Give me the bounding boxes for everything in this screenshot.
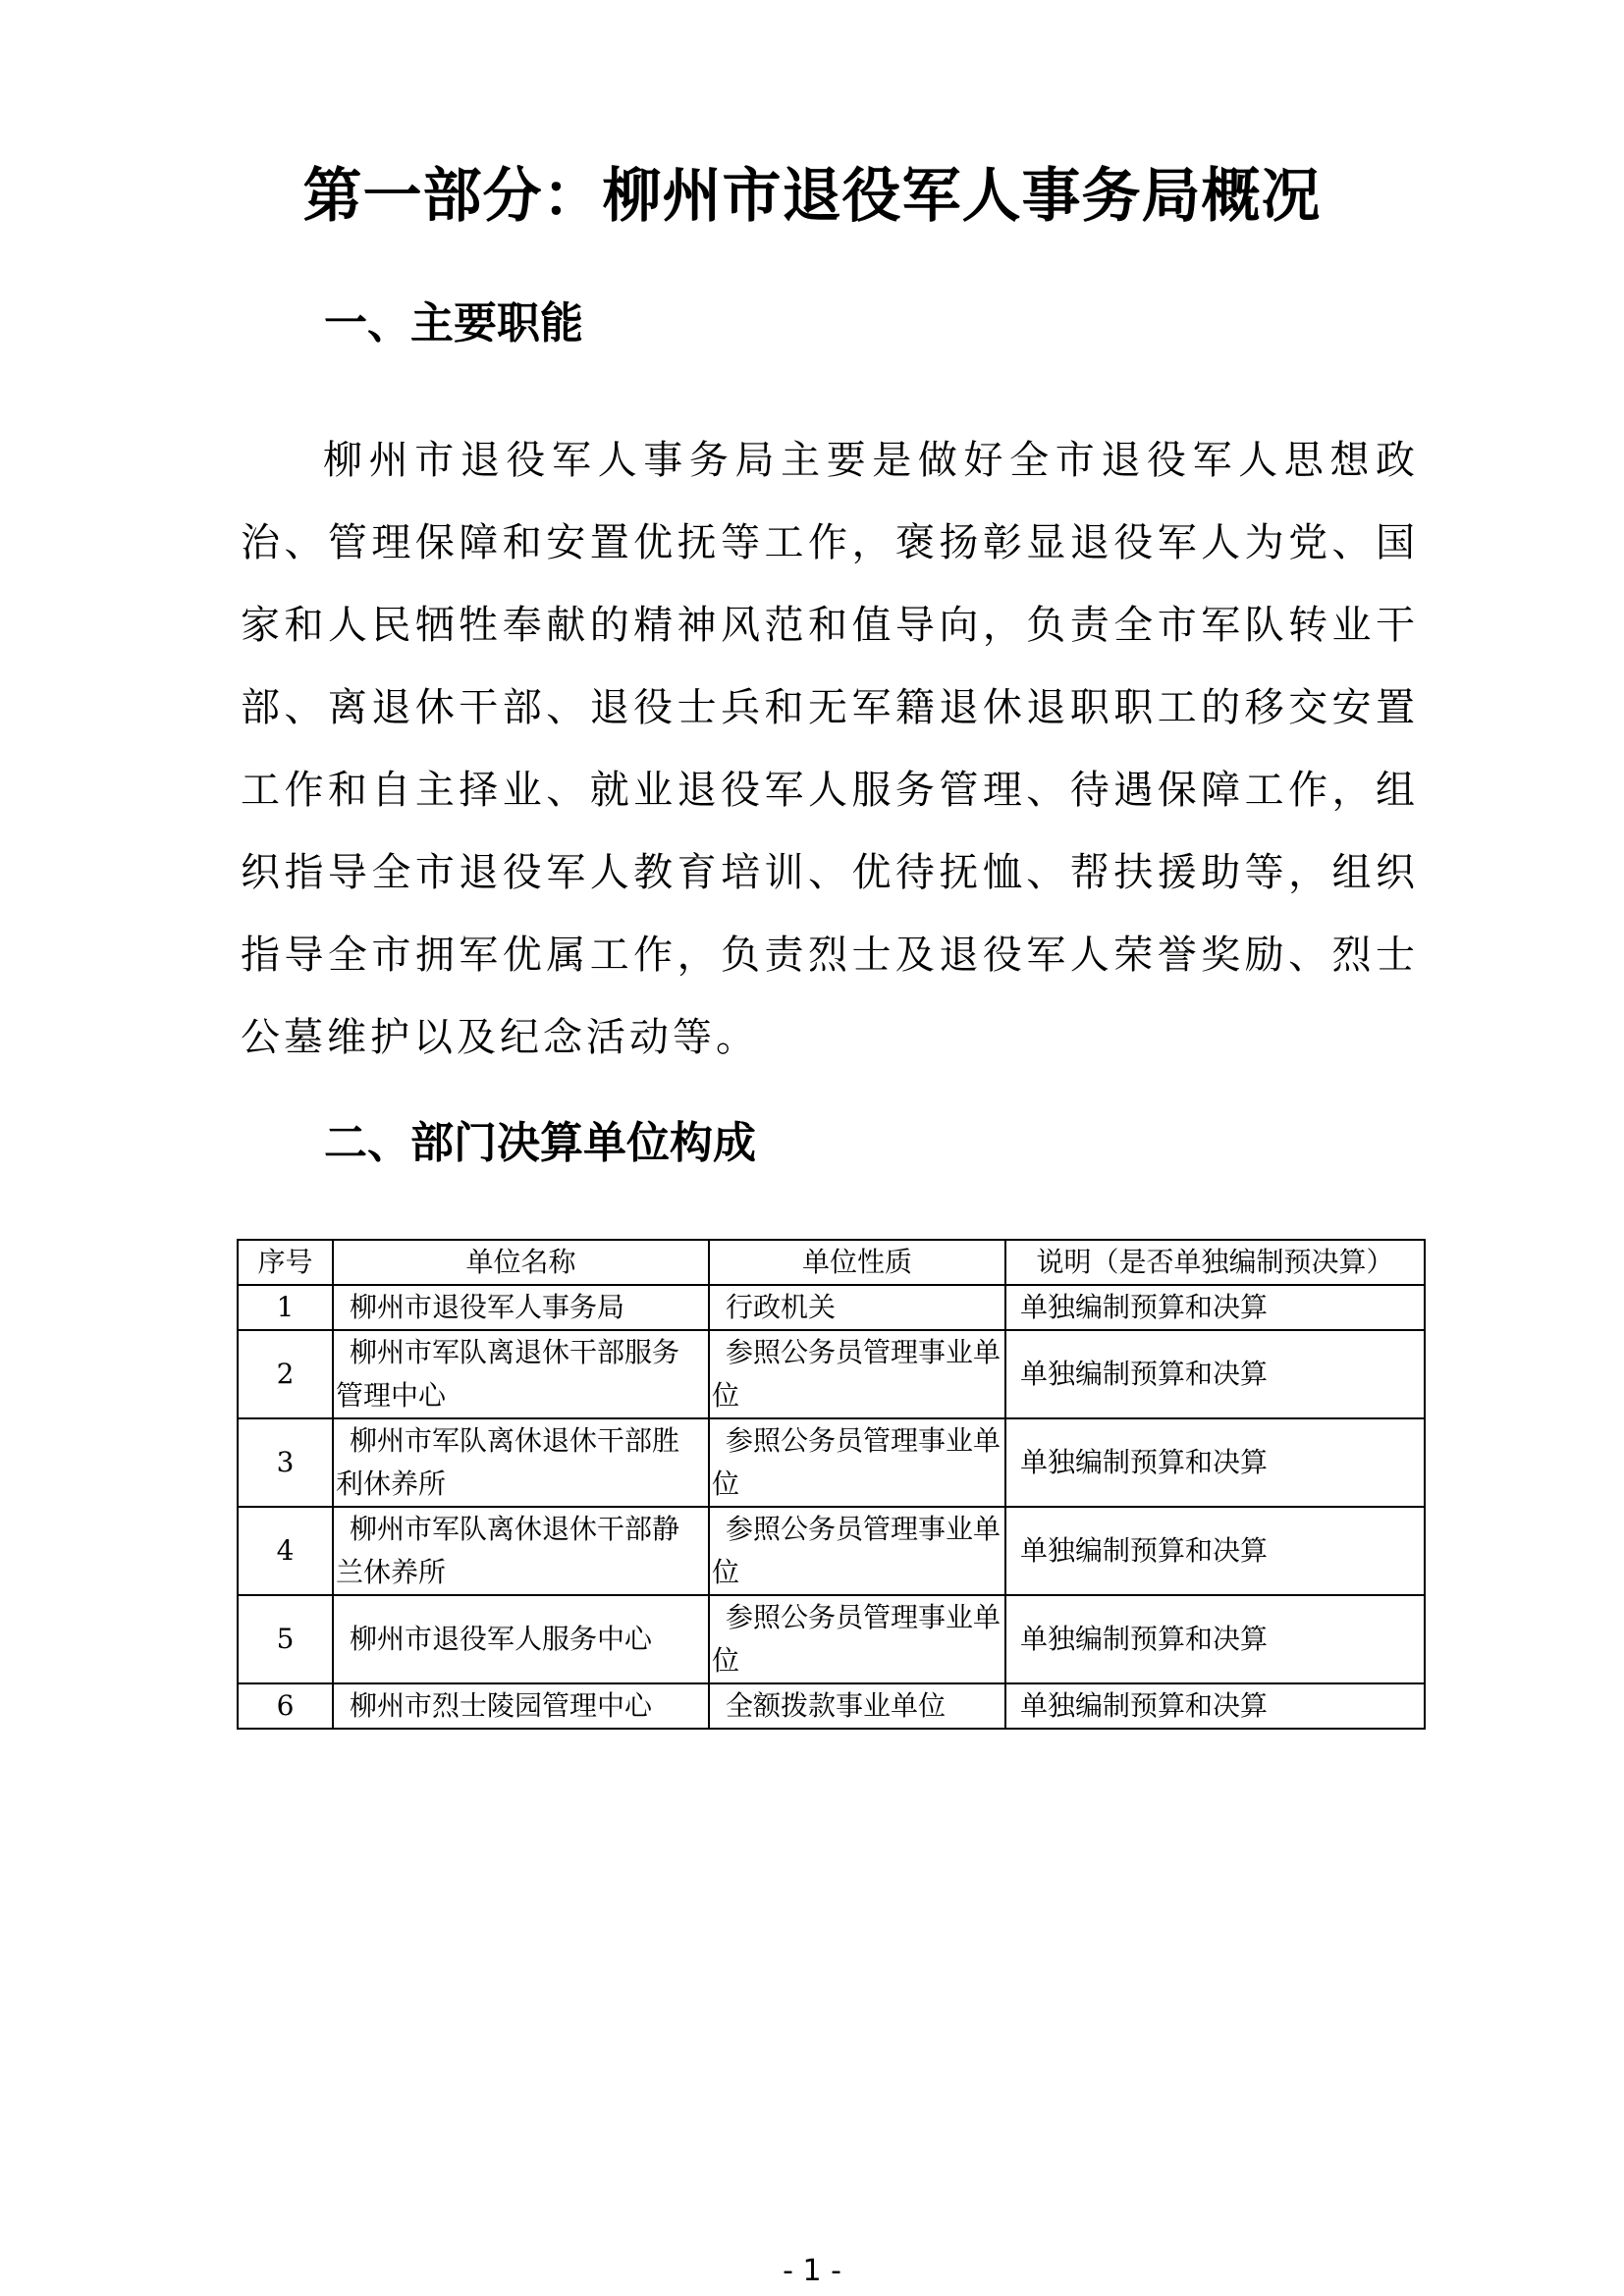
table-row (238, 1595, 1425, 1683)
row-unit-nature: 参照公务员管理事业单位 (709, 1507, 1005, 1595)
row-unit-nature: 参照公务员管理事业单位 (709, 1330, 1005, 1418)
table-row (238, 1285, 1425, 1330)
row-unit-nature: 参照公务员管理事业单位 (709, 1418, 1005, 1507)
row-note: 单独编制预算和决算 (1005, 1507, 1425, 1595)
row-unit-name: 柳州市烈士陵园管理中心 (333, 1683, 709, 1729)
main-functions-paragraph: 柳州市退役军人事务局主要是做好全市退役军人思想政治、管理保障和安置优抚等工作，褒扬彰显退役军人为党、国家和人民牺牲奉献的精神风范和值导向，负责全市军队转业干部、离退休干部、退役士兵和无军籍退休退职职工的移交安置工作和自主择业、就业退役军人服务管理、待遇保障工作，组织指导全市退役军人教育培训、优待抚恤、帮扶援助等，组织指导全市拥军优属工作，负责烈士及退役军人荣誉奖励、烈士公墓维护以及纪念活动等。 (241, 438, 1419, 1060)
row-unit-nature: 参照公务员管理事业单位 (709, 1595, 1005, 1683)
header-seq: 序号 (238, 1240, 333, 1285)
header-note: 说明（是否单独编制预决算） (1005, 1240, 1425, 1285)
table-header-row (238, 1240, 1425, 1285)
row-seq: 5 (238, 1595, 333, 1683)
row-seq: 2 (238, 1330, 333, 1418)
row-seq: 1 (238, 1285, 333, 1330)
row-unit-nature: 全额拨款事业单位 (709, 1683, 1005, 1729)
row-note: 单独编制预算和决算 (1005, 1285, 1425, 1330)
row-note: 单独编制预算和决算 (1005, 1418, 1425, 1507)
page-number: - 1 - (783, 2254, 841, 2288)
table-row (238, 1330, 1425, 1418)
row-unit-name: 柳州市军队离退休干部服务管理中心 (333, 1330, 709, 1418)
row-unit-nature: 行政机关 (709, 1285, 1005, 1330)
row-note: 单独编制预算和决算 (1005, 1330, 1425, 1418)
table-body (238, 1285, 1425, 1729)
row-unit-name: 柳州市军队离休退休干部静兰休养所 (333, 1507, 709, 1595)
row-seq: 3 (238, 1418, 333, 1507)
header-unit-nature: 单位性质 (709, 1240, 1005, 1285)
row-seq: 6 (238, 1683, 333, 1729)
row-unit-name: 柳州市军队离休退休干部胜利休养所 (333, 1418, 709, 1507)
page-title: 第一部分：柳州市退役军人事务局概况 (302, 162, 1322, 231)
section-heading-budget-units: 二、部门决算单位构成 (324, 1118, 756, 1168)
row-note: 单独编制预算和决算 (1005, 1683, 1425, 1729)
row-note: 单独编制预算和决算 (1005, 1595, 1425, 1683)
row-unit-name: 柳州市退役军人事务局 (333, 1285, 709, 1330)
budget-units-table (237, 1239, 1426, 1730)
row-unit-name: 柳州市退役军人服务中心 (333, 1595, 709, 1683)
table-row (238, 1683, 1425, 1729)
table-row (238, 1418, 1425, 1507)
table-row (238, 1507, 1425, 1595)
section-heading-main-functions: 一、主要职能 (324, 298, 583, 348)
header-unit-name: 单位名称 (333, 1240, 709, 1285)
row-seq: 4 (238, 1507, 333, 1595)
